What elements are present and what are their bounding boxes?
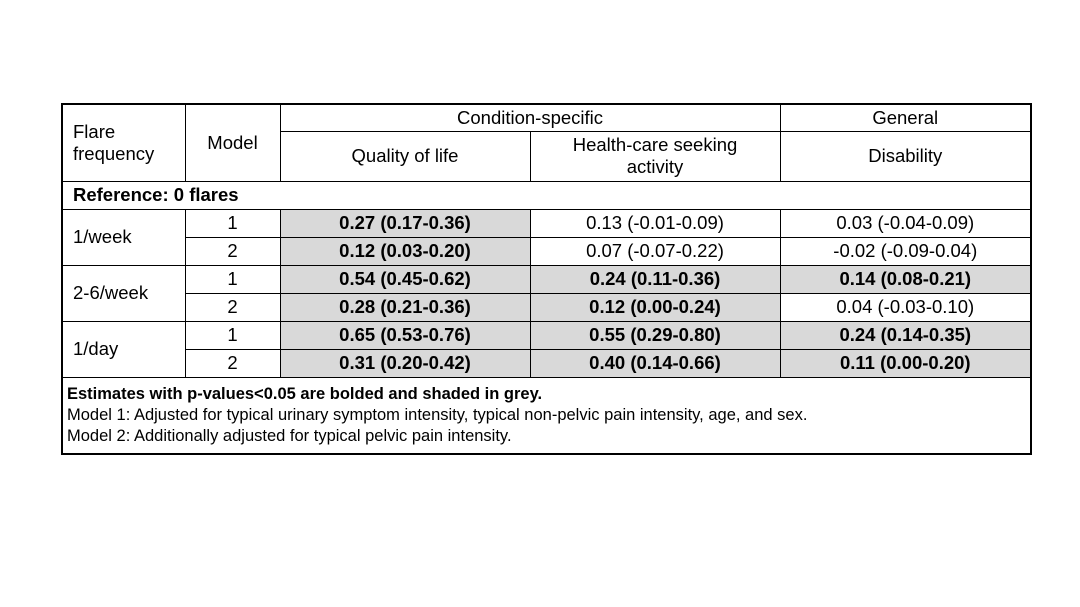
- qol-cell: 0.31 (0.20-0.42): [280, 349, 530, 377]
- hc-cell: 0.40 (0.14-0.66): [530, 349, 780, 377]
- disability-cell: 0.04 (-0.03-0.10): [780, 293, 1031, 321]
- disability-cell: 0.03 (-0.04-0.09): [780, 209, 1031, 237]
- qol-cell: 0.27 (0.17-0.36): [280, 209, 530, 237]
- disability-cell: 0.24 (0.14-0.35): [780, 321, 1031, 349]
- header-health-care-seeking: Health-care seeking activity: [530, 131, 780, 181]
- disability-cell: 0.11 (0.00-0.20): [780, 349, 1031, 377]
- qol-cell: 0.12 (0.03-0.20): [280, 237, 530, 265]
- group-label-1-week: 1/week: [62, 209, 185, 265]
- hc-cell: 0.13 (-0.01-0.09): [530, 209, 780, 237]
- model-cell: 2: [185, 349, 280, 377]
- qol-cell: 0.28 (0.21-0.36): [280, 293, 530, 321]
- header-general: General: [780, 104, 1031, 131]
- group-label-1-day: 1/day: [62, 321, 185, 377]
- reference-row: Reference: 0 flares: [62, 181, 1031, 209]
- significance-note: Estimates with p-values<0.05 are bolded and shaded in grey.: [67, 384, 543, 403]
- model-cell: 2: [185, 293, 280, 321]
- hc-cell: 0.55 (0.29-0.80): [530, 321, 780, 349]
- header-quality-of-life: Quality of life: [280, 131, 530, 181]
- header-model: Model: [185, 104, 280, 181]
- model-cell: 1: [185, 321, 280, 349]
- group-label-2-6-week: 2-6/week: [62, 265, 185, 321]
- model-1-note: Model 1: Adjusted for typical urinary symptom intensity, typical non-pelvic pain intensity, age, and sex.: [67, 405, 808, 424]
- qol-cell: 0.54 (0.45-0.62): [280, 265, 530, 293]
- qol-cell: 0.65 (0.53-0.76): [280, 321, 530, 349]
- hc-cell: 0.07 (-0.07-0.22): [530, 237, 780, 265]
- table-notes: [62, 377, 1031, 454]
- results-table: [61, 103, 1032, 455]
- disability-cell: -0.02 (-0.09-0.04): [780, 237, 1031, 265]
- disability-cell: 0.14 (0.08-0.21): [780, 265, 1031, 293]
- model-cell: 2: [185, 237, 280, 265]
- hc-cell: 0.12 (0.00-0.24): [530, 293, 780, 321]
- header-disability: Disability: [780, 131, 1031, 181]
- model-2-note: Model 2: Additionally adjusted for typical pelvic pain intensity.: [67, 426, 512, 445]
- model-cell: 1: [185, 265, 280, 293]
- header-condition-specific: Condition-specific: [280, 104, 780, 131]
- model-cell: 1: [185, 209, 280, 237]
- hc-cell: 0.24 (0.11-0.36): [530, 265, 780, 293]
- header-flare-frequency: Flare frequency: [62, 104, 185, 181]
